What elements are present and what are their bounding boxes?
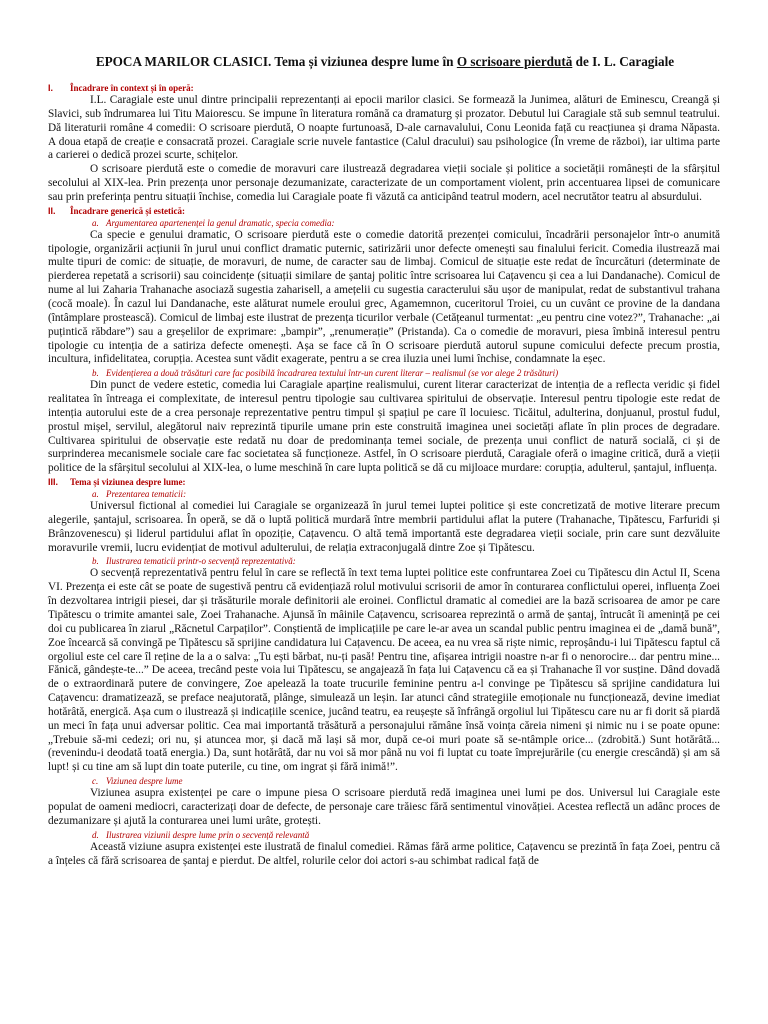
title-suffix: de I. L. Caragiale (572, 54, 675, 69)
subsection-heading: d. Ilustrarea viziunii despre lume prin o secvență relevantă (92, 829, 310, 840)
paragraph: I.L. Caragiale este unul dintre principalii reprezentanți ai epocii marilor clasici. Se formează la Junimea, alături de Eminescu, Creangă și Slavici, sub îndrumarea lui Titu Maiorescu. Se impune în literatura română ca dramaturg și prozator. Debutul lui Caragiale stă sub semnul teatrului. Dă literaturii române 4 comedii: O scrisoare pierdută, O noapte furtunoasă, D-ale carnavalului, Conu Leonida față cu reacțiunea și drama Năpasta. A doua etapă de creație e consacrată prozei. Caragiale scrie nuvele fantastice (Calul dracului) sau psihologice (În vreme de război), iar ultima parte a carierei o dedică prozei scurte, schițelor. (48, 94, 720, 162)
subsection-heading: b. Evidențierea a două trăsături care fac posibilă încadrarea textului într-un curent literar – realismul (se vor alege 2 trăsături) (92, 368, 559, 379)
page-title (60, 54, 710, 70)
subsection-heading: c. Viziunea despre lume (92, 776, 183, 787)
title-prefix: EPOCA MARILOR CLASICI. Tema și viziunea despre lume în (95, 54, 457, 69)
subsection-heading: a. Argumentarea apartenenței la genul dramatic, specia comedia: (92, 217, 335, 228)
subsection-heading: a. Prezentarea tematicii: (92, 489, 187, 500)
section-heading: II. Încadrare generică și estetică: (48, 205, 186, 216)
section-heading: I. Încadrare în context și în operă: (48, 83, 194, 93)
paragraph: Universul fictional al comediei lui Caragiale se organizează în jurul temei luptei politice și este concretizată de motive literare precum alegerile, șantajul, scrisoarea. În operă, se dă o luptă politică murdară între membrii partidului aflat la putere (Trahanache, Tipătescu, Farfuridi și Brânzovenescu) și liderul partidului aflat în opoziție, Cațavencu. O altă temă importantă este degradarea vieții sociale, prin care sunt dezvăluite moravurile vremii, lucru evidențiat de motivul adulterului, de relația extraconjugală dintre Zoe și Tipătescu. (48, 500, 720, 554)
paragraph: Ca specie e genului dramatic, O scrisoare pierdută este o comedie datorită prezenței comicului, încadrării personajelor într-o anumită tipologie, organizării acțiunii în jurul unui conflict dramatic puternic, satirizării unor defecte omenești sau finalului fericit. Comedia ilustrează mai multe tipuri de comic: de situație, de moravuri, de nume, de caracter sau de limbaj. Comicul de situație este redat de încurcături (determinate de pierderea repetată a scrisorii) sau coincidențe (situații similare de șantaj politic între scrisoarea lui Cațavencu și cea a lui Dandanache). Comicul de nume al lui Zaharia Trahanache asociază sugestia zaharisell, a amețelii cu sugestia caracterului său ușor de manipulat, redat de substantivul trahana (cocă moale). În cazul lui Dandanache, este alăturat numele eroului grec, Agamemnon, cuceritorul Troiei, cu un cuvânt ce provine de la dandana (întâmplare prostească). Comicul de limbaj este ilustrat de prezența ticurilor verbale (Cetățeanul turmentat: „eu pentru cine votez?”, Trahanache: „ai puțintică răbdare”) sau a greșelilor de exprimare: „bampir”, „renumerație” (Pristanda). Ca o comedie de moravuri, piesa îmbină interesul pentru tipologie cu intenția de a satiriza defecte omenești. Așa se face că în O scrisoare pierdută autorul supune comicului defecte precum prostia, incultura, infidelitatea, corupția. Acestea sunt vădit exagerate, pentru a se crea iluzia unei lumi închise, condamnate la eșec. (48, 228, 720, 366)
title-work: O scrisoare pierdută (456, 54, 573, 69)
paragraph: Această viziune asupra existenței este ilustrată de finalul comediei. Rămas fără arme politice, Cațavencu se prezintă în fața Zoei, pentru că a înțeles că fără scrisoarea de șantaj e pierdut. De altfel, rolurile celor doi actori s-au schimbat radical față de (48, 840, 720, 867)
paragraph: Viziunea asupra existenței pe care o impune piesa O scrisoare pierdută redă imaginea unei lumi pe dos. Universul lui Caragiale este populat de oameni mediocri, caracterizați doar de defecte, de personaje care trăiesc fără sentimentul vinovăției. Acestea reflectă un adânc proces de dezumanizare și ajută la conturarea unei lumi urâte, grotești. (48, 787, 720, 827)
document-body (48, 82, 720, 868)
paragraph: O scrisoare pierdută este o comedie de moravuri care ilustrează degradarea vieții sociale și politice a societății românești de la sfârșitul secolului al XIX-lea. Prin prezența unor personaje dezumanizate, caracterizate de un comportament violent, prin accentuarea lipsei de comunicare sau prin preferința pentru situații închise, comedia lui Caragiale poate fi văzută ca anticipând teatrul modern, acel necrutător teatru al absurdului. (48, 163, 720, 203)
subsection-heading: b. Ilustrarea tematicii printr-o secvență reprezentativă: (92, 556, 296, 567)
paragraph: Din punct de vedere estetic, comedia lui Caragiale aparține realismului, curent literar caracterizat de intenția de a reflecta veridic și fidel realitatea în întreaga ei complexitate, de interesul pentru tipologie sau cultivarea spiritului de observație. Interesul pentru tipologie este redat de intenția autorului este de a crea personaje reprezentative pentru timpul și spațiul pe care îl locuiesc. Ticăitul, adulterina, donjuanul, prostul fudul, prostul mișel, servilul, alegătorul naiv reprezintă tipurile umane prin este construită imaginea unei societăți aflate în plin proces de degradare. Cultivarea spiritului de observație este redată nu doar de predominanța temei sociale, de prezența unui conflict de natură socială, ci și de surprinderea mecanismele sociale care fac societatea să funcționeze. Astfel, în O scrisoare pierdută, Caragiale oferă o imagine critică, dură a vieții politice de la sfârșitul secolului al XIX-lea, o lume meschină în care lupta politică se dă cu mijloace murdare: corupția, adulterul, șantajul, influența. (48, 379, 720, 475)
section-heading: III. Tema și viziunea despre lume: (48, 477, 186, 488)
paragraph: O secvență reprezentativă pentru felul în care se reflectă în text tema luptei politice este confruntarea Zoei cu Tipătescu din Actul II, Scena VI. Prezența ei este cât se poate de sugestivă pentru că evidențiază rolul motivului scrisorii de amor în conturarea conflictului operei, influența Zoei în dezvoltarea intrigii piesei, dar și trăsăturile morale definitorii ale eroinei. Conflictul dramatic al comediei are la bază scrisoarea de amor pe care Tipătescu o trimite amantei sale, Zoei Trahanache. Ajunsă în mâinile Cațavencu, scrisoarea reprezintă o armă de șantaj, întrucât îi amenință pe cei doi cu publicarea în ziarul „Răcnetul Carpaților”. Conștientă de implicațiile pe care le-ar avea un scandal public pentru imaginea ei de „damă bună”, Zoe încearcă să convingă pe Tipătescu să sprijine candidatura lui Cațavencu. De aceea, ea nu vrea să riște nimic, reproșându-i lui Tipătescu faptul că orgoliul este cel care îl reține de la a o salva: „Tu ești bărbat, nu-ți pasă! Pentru tine, afișarea intrigii noastre n-ar fi o nenorocire... dar pentru mine... Fănică, gândește-te...” De aceea, trecând peste voia lui Tipătescu, se angajează în fața lui Cațavencu că ea și Trahanache îl vor susține. Dând dovadă de o extraordinară putere de convingere, Zoe apelează la toate trucurile feminine pentru a-l convinge pe Tipătescu să sprijine candidatura lui Cațavencu: dramatizează, se preface neajutorată, plânge, simulează un leșin. Iar atunci când strategiile emoționale nu funcționează, devine imediat hotărâtă, energică. Așa cum o ilustrează și indicațiile scenice, jucând teatru, ea reușește să înfrângă orgoliul lui Tipătescu care nu ar fi dorit să piardă un meci în fața unui adversar politic. Cea mai importantă trăsătură a personajului rămâne însă voința căreia nimeni și nimic nu i se poate opune: „Trebuie să-mi cedezi; ori nu, și atuncea mor, și dacă mă lași să mor, după ce-oi muri poate să se-ntâmple orice... (zdrobită.) Sunt hotărâtă... (revenindu-i deodată toată energia.) Da, sunt hotărâtă, dar nu voi să mor până nu voi fi luptat cu toate împrejurările (cu energie crescândă) și am să lupt! și cu tine am să lupt din toate puterile, cu tine, om ingrat și fără inimă!”. (48, 567, 720, 774)
